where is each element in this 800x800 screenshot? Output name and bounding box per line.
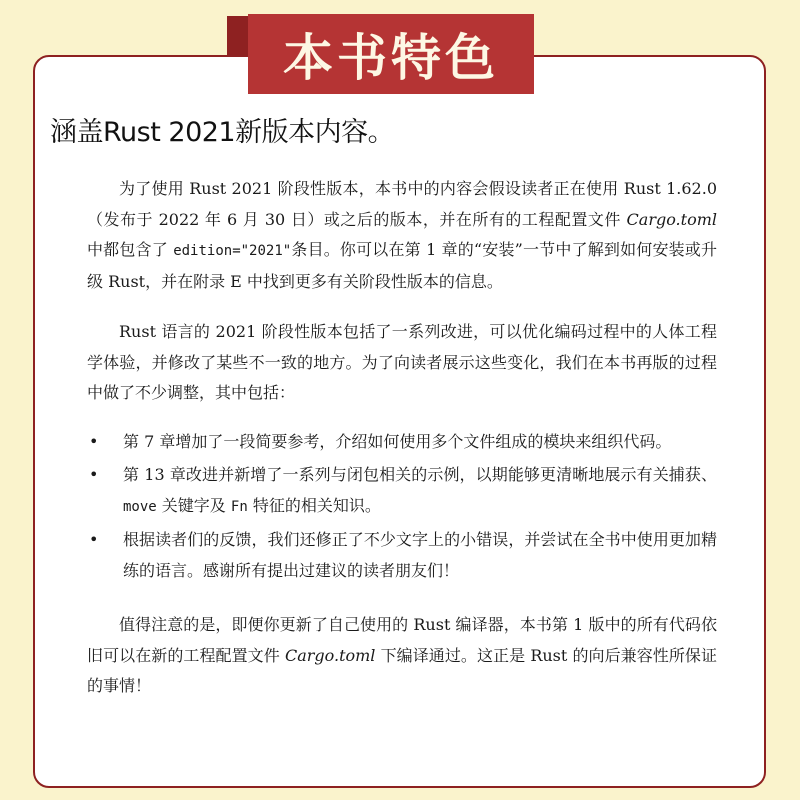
list-item: • 第 13 章改进并新增了一系列与闭包相关的示例，以期能够更清晰地展示有关捕获、move 关键字及 Fn 特征的相关知识。 <box>123 460 717 522</box>
bullet-icon: • <box>89 465 99 484</box>
list-item: • 第 7 章增加了一段简要参考，介绍如何使用多个文件组成的模块来组织代码。 <box>123 427 717 458</box>
paragraph-compat: 值得注意的是，即便你更新了自己使用的 Rust 编译器，本书第 1 版中的所有代码依旧可以在新的工程配置文件 Cargo.toml 下编译通过。这正是 Rust 的向后兼容性所保证的事情！ <box>87 615 717 695</box>
banner-title: 本书特色 <box>248 14 534 94</box>
bullet-icon: • <box>89 431 99 451</box>
filename-cargo-toml: Cargo.toml <box>284 645 376 665</box>
bullet-icon: • <box>89 530 99 549</box>
change-list <box>87 427 717 587</box>
paragraph-intro: 为了使用 Rust 2021 阶段性版本，本书中的内容会假设读者正在使用 Rust 1.62.0（发布于 2022 年 6 月 30 日）或之后的版本，并在所有的工程配置文件 Cargo.toml 中都包含了 edition="2021"条目。你可以在第 1 章的“安装”一节中了解到如何安装或升级 Rust，并在附录 E 中找到更多有关阶段性版本的信息。 <box>87 179 717 291</box>
paragraph-improvements: Rust 语言的 2021 阶段性版本包括了一系列改进，可以优化编码过程中的人体工程学体验，并修改了某些不一致的地方。为了向读者展示这些变化，我们在本书再版的过程中做了不少调整，其中包括： <box>87 322 717 402</box>
book-text <box>87 174 717 722</box>
code-edition: edition="2021" <box>173 243 292 259</box>
filename-cargo-toml: Cargo.toml <box>626 209 717 229</box>
code-fn: Fn <box>230 498 248 515</box>
code-move: move <box>123 498 157 515</box>
headline: 涵盖Rust 2021新版本内容。 <box>50 117 395 148</box>
list-item: • 根据读者们的反馈，我们还修正了不少文字上的小错误，并尝试在全书中使用更加精练的语言。感谢所有提出过建议的读者朋友们！ <box>123 525 717 586</box>
